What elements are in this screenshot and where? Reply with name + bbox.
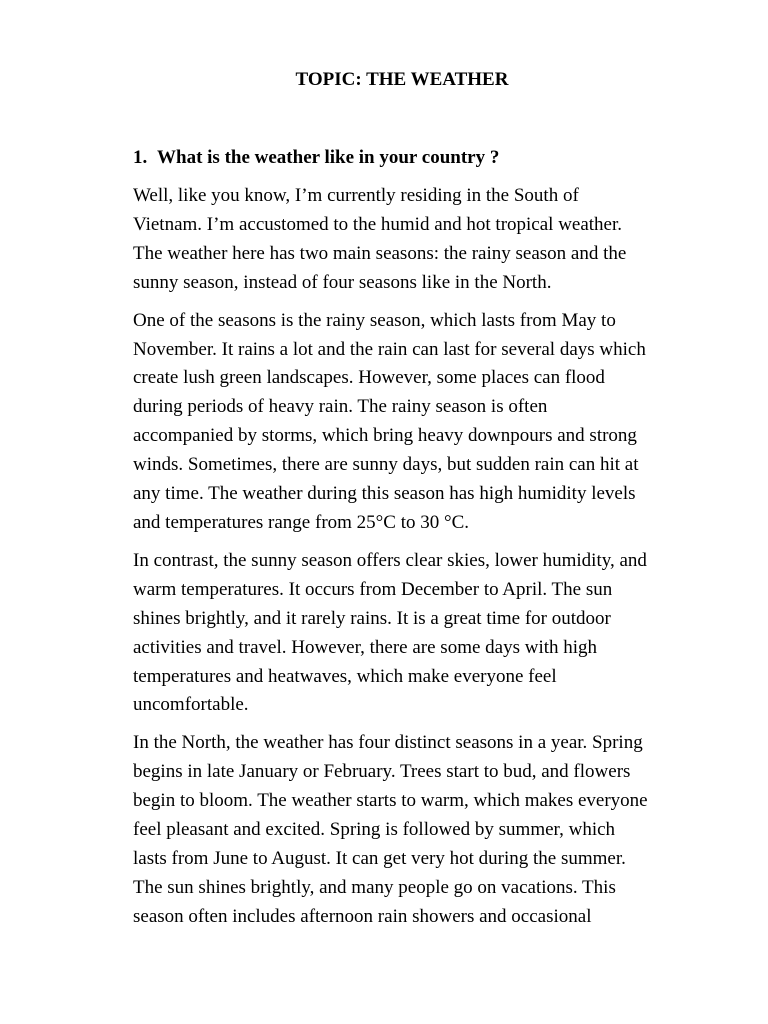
text-line: One of the seasons is the rainy season, which lasts from May to — [133, 309, 616, 331]
paragraph — [133, 729, 698, 931]
text-line: Well, like you know, I’m currently residing in the South of — [133, 185, 579, 206]
paragraph — [133, 547, 698, 720]
text-line: The weather here has two main seasons: the rainy season and the — [133, 242, 627, 264]
paragraph — [133, 182, 698, 298]
text-line: lasts from June to August. It can get very hot during the summer. — [133, 847, 626, 869]
document-body — [133, 146, 698, 941]
paragraph — [133, 307, 698, 538]
text-line: begin to bloom. The weather starts to warm, which makes everyone — [133, 790, 648, 812]
text-line: activities and travel. However, there are some days with high — [133, 636, 598, 658]
text-line: any time. The weather during this season has high humidity levels — [133, 483, 636, 505]
text-line: during periods of heavy rain. The rainy season is often — [133, 396, 548, 418]
document-title: TOPIC: THE WEATHER — [295, 69, 509, 90]
text-line: Vietnam. I’m accustomed to the humid and hot tropical weather. — [133, 213, 623, 235]
text-line: temperatures and heatwaves, which make everyone feel — [133, 665, 557, 687]
text-line: begins in late January or February. Trees start to bud, and flowers — [133, 761, 631, 783]
question-heading — [133, 146, 698, 170]
text-line: warm temperatures. It occurs from December to April. The sun — [133, 578, 613, 600]
text-line: and temperatures range from 25°C to 30 °C. — [133, 511, 469, 533]
question-number: 1. — [133, 147, 148, 168]
text-line: shines brightly, and it rarely rains. It is a great time for outdoor — [133, 607, 611, 629]
text-line: November. It rains a lot and the rain can last for several days which — [133, 338, 646, 360]
text-line: The sun shines brightly, and many people go on vacations. This — [133, 876, 616, 898]
text-line: In contrast, the sunny season offers clear skies, lower humidity, and — [133, 549, 647, 571]
text-line: sunny season, instead of four seasons like in the North. — [133, 271, 552, 293]
text-line: create lush green landscapes. However, some places can flood — [133, 367, 605, 389]
text-line: winds. Sometimes, there are sunny days, but sudden rain can hit at — [133, 454, 639, 476]
text-line: season often includes afternoon rain showers and occasional — [133, 905, 592, 927]
text-line: accompanied by storms, which bring heavy downpours and strong — [133, 425, 637, 447]
text-line: feel pleasant and excited. Spring is followed by summer, which — [133, 819, 616, 841]
question-text: What is the weather like in your country ? — [157, 147, 500, 168]
text-line: uncomfortable. — [133, 694, 249, 716]
text-line: In the North, the weather has four distinct seasons in a year. Spring — [133, 732, 643, 754]
